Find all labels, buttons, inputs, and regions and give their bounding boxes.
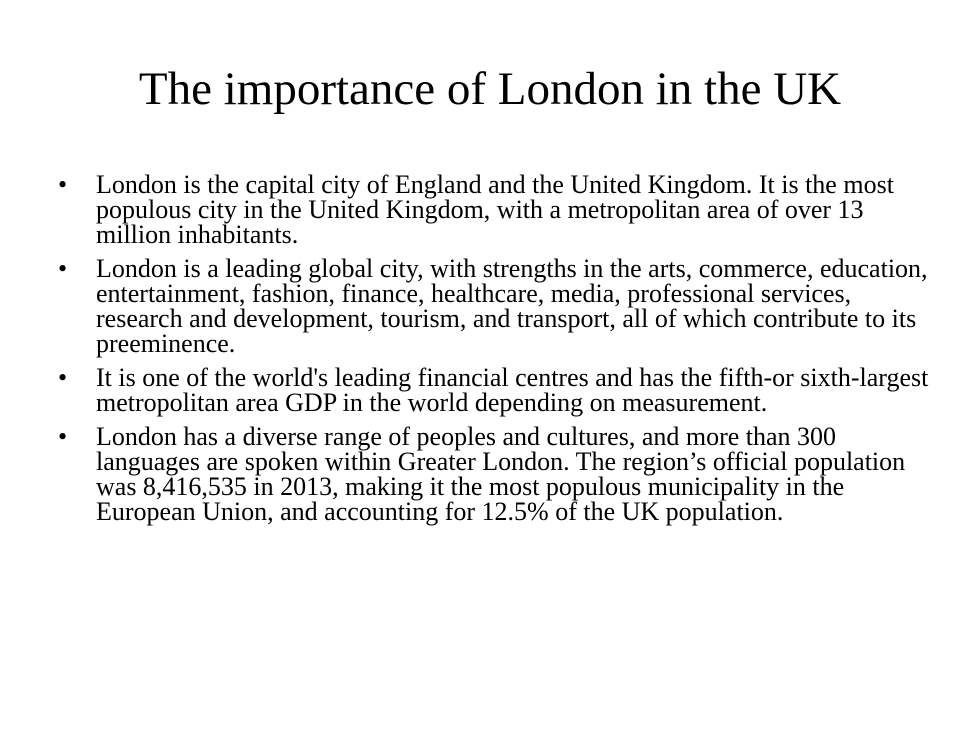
bullet-text: It is one of the world's leading financial centres and has the fifth-or sixth-largest metropolitan area GDP in the world depending on measurement.	[96, 363, 929, 417]
bullet-text: London is the capital city of England and the United Kingdom. It is the most populous city in the United Kingdom, with a metropolitan area of over 13 million inhabitants.	[96, 170, 894, 249]
bullet-item-global-city	[58, 256, 938, 356]
bullet-item-capital	[58, 172, 938, 247]
bullet-text: London has a diverse range of peoples and cultures, and more than 300 languages are spoken within Greater London. The region’s official population was 8,416,535 in 2013, making it the most populous municipality in the European Union, and accounting for 12.5% of the UK population.	[96, 422, 906, 526]
bullet-point-icon: •	[58, 170, 68, 199]
bullet-item-diversity	[58, 424, 938, 524]
bullet-list	[58, 172, 938, 533]
bullet-point-icon: •	[58, 254, 68, 283]
bullet-point-icon: •	[58, 363, 68, 392]
bullet-item-financial-centre	[58, 365, 938, 415]
bullet-text: London is a leading global city, with strengths in the arts, commerce, education, entertainment, fashion, finance, healthcare, media, professional services, research and development, tourism, and transport, all of which contribute to its preeminence.	[96, 254, 928, 358]
bullet-point-icon: •	[58, 422, 68, 451]
slide-title: The importance of London in the UK	[138, 63, 842, 115]
